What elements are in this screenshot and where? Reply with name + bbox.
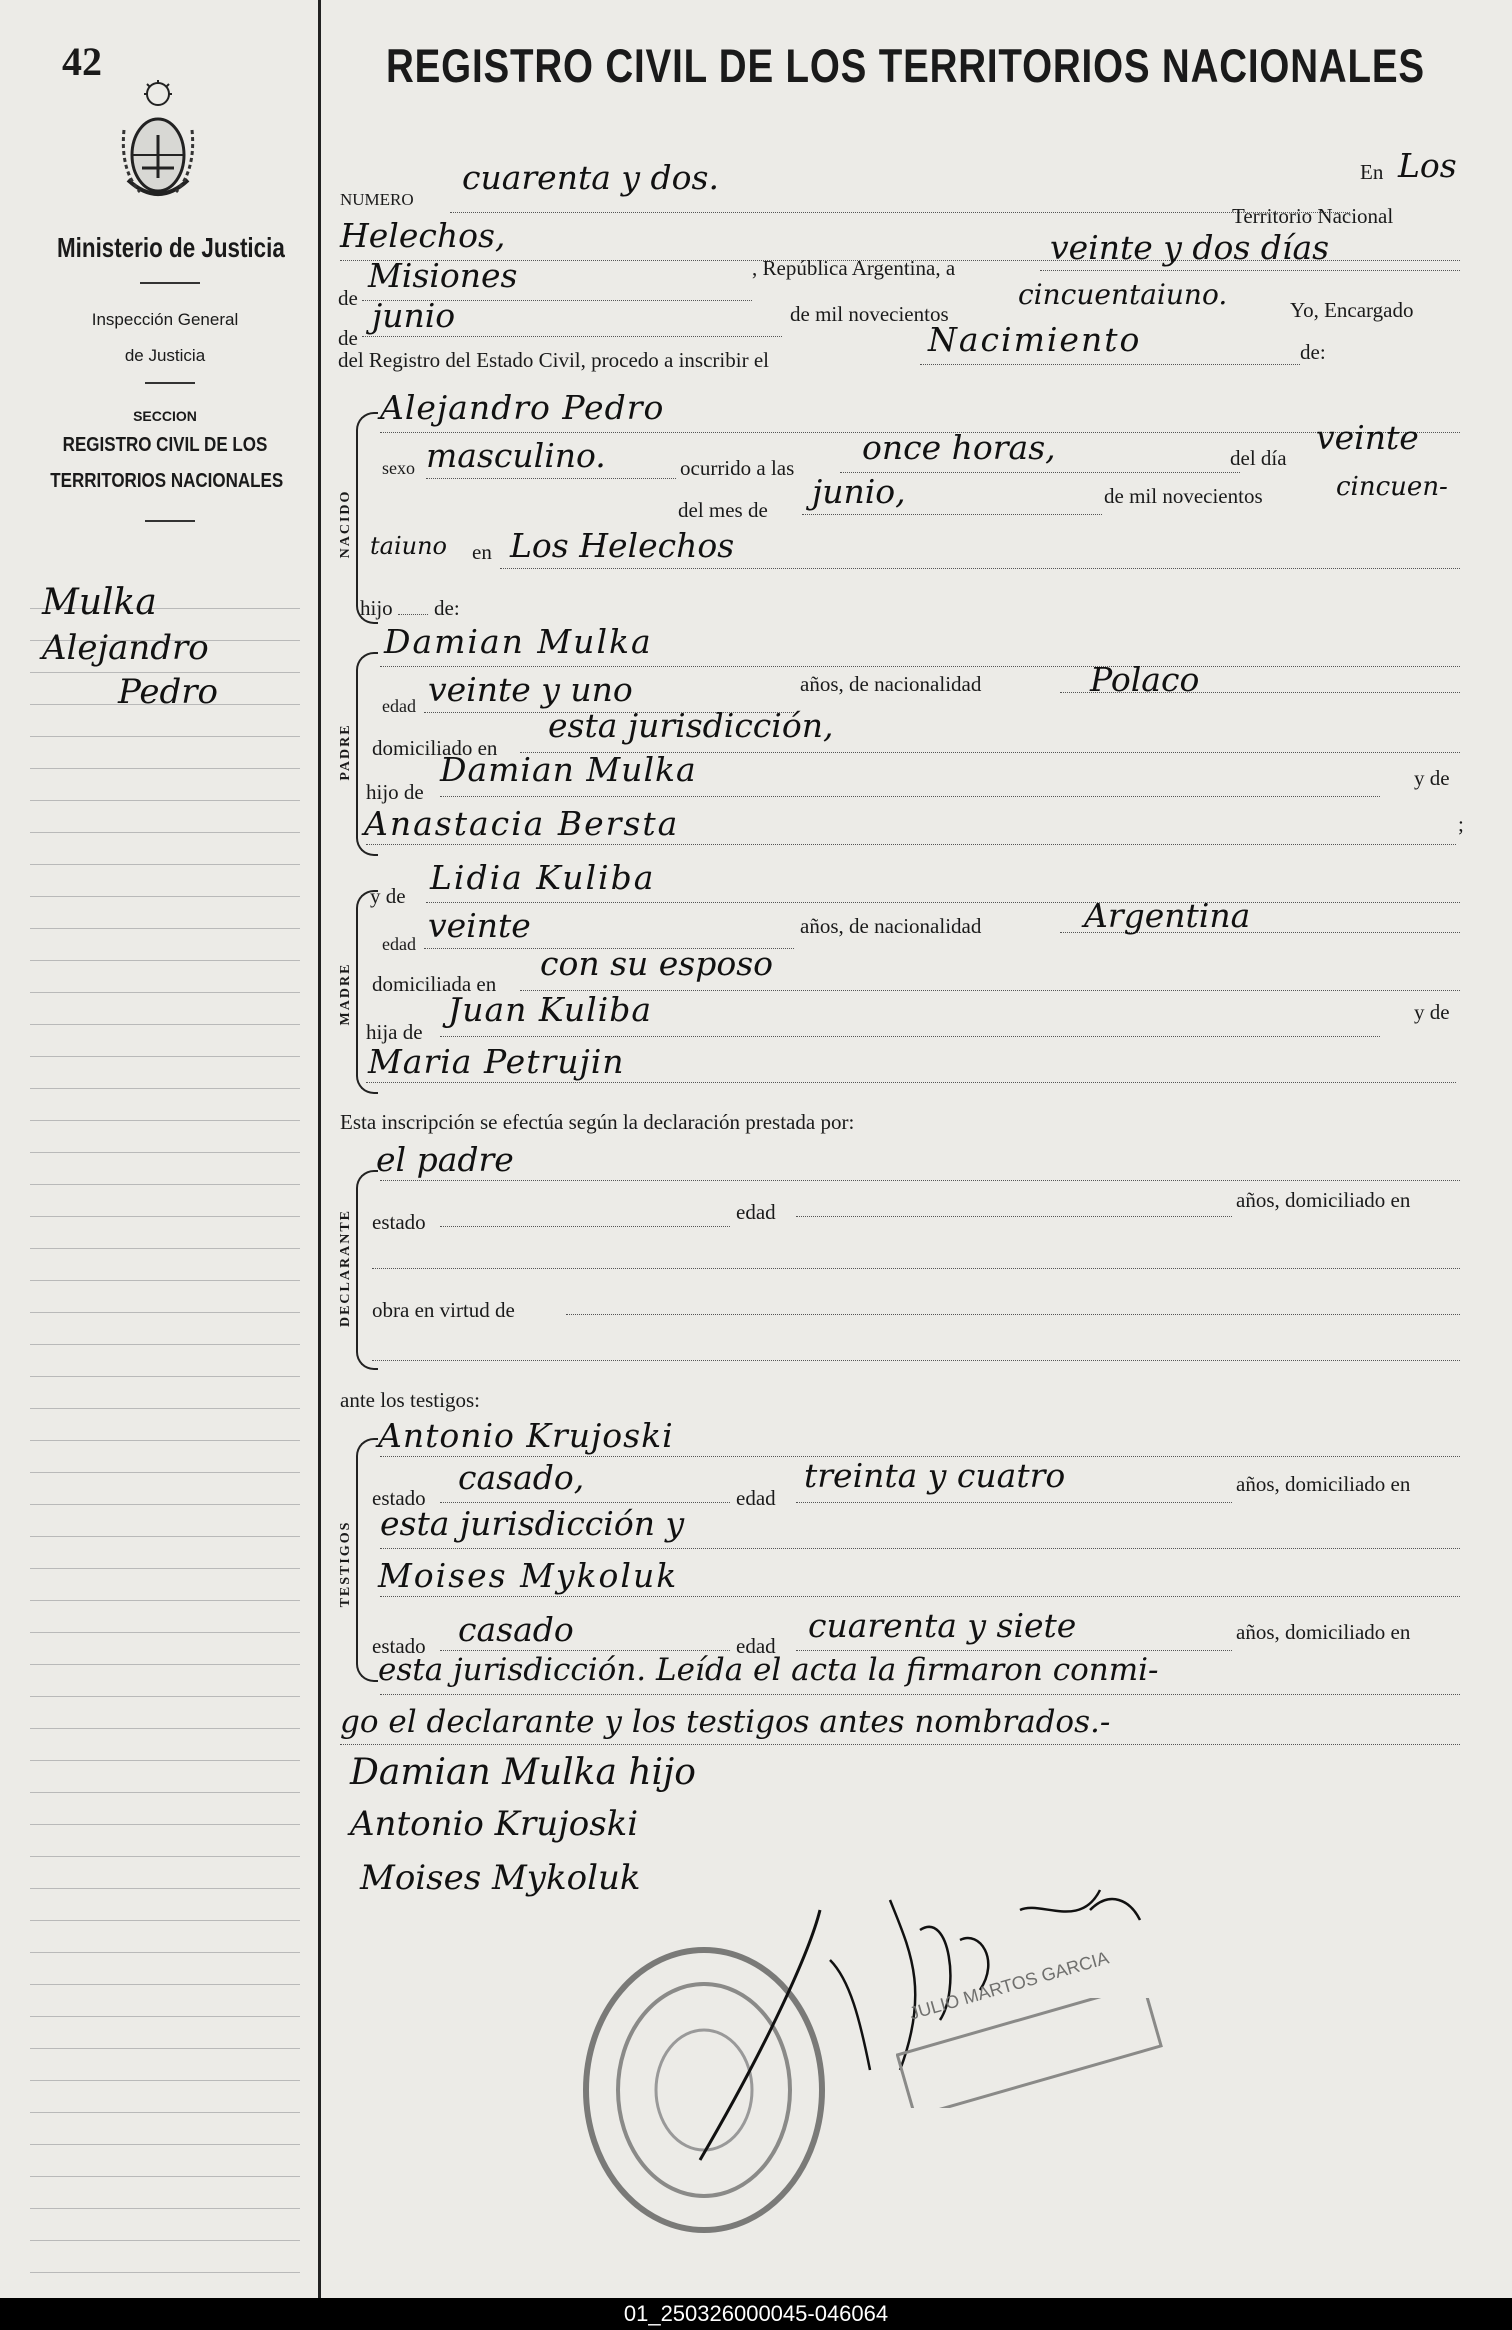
declarante-label: DECLARANTE — [338, 1209, 353, 1328]
testigo-1-name: Antonio Krujoski — [378, 1416, 674, 1455]
testigo-2-edad-label: edad — [736, 1634, 776, 1658]
de-label: de — [338, 286, 358, 310]
year-label: de mil novecientos — [790, 302, 949, 326]
anio-label: de mil novecientos — [1104, 484, 1263, 508]
testigo-1-domicilio: esta jurisdicción y — [380, 1504, 685, 1543]
en-label: En — [1360, 160, 1384, 184]
margin-note-given-1: Alejandro — [42, 628, 209, 668]
territory-value: Misiones — [368, 256, 518, 295]
testigo-2-estado-label: estado — [372, 1634, 426, 1658]
testigo-2-edad-value: cuarenta y siete — [808, 1606, 1077, 1645]
en-value: Los — [1398, 146, 1457, 185]
testigos-label: TESTIGOS — [338, 1520, 353, 1608]
footer-id: 01_250326000045-046064 — [623, 2301, 889, 2326]
madre-label: MADRE — [338, 962, 353, 1026]
registry-line-1: REGISTRO CIVIL DE LOS — [62, 434, 268, 456]
page-number: 42 — [62, 39, 102, 84]
padre-label: PADRE — [338, 723, 353, 781]
coat-of-arms-icon — [120, 80, 196, 210]
republica-label: , República Argentina, a — [752, 256, 956, 280]
sexo-label: sexo — [382, 458, 415, 478]
margin-note-surname: Mulka — [42, 582, 157, 623]
place-continuation: Helechos, — [340, 216, 506, 255]
margin-note-given-2: Pedro — [118, 672, 218, 712]
lugar-value: Los Helechos — [510, 526, 735, 565]
padre-domicilio-label: domiciliado en — [372, 736, 498, 760]
padre-edad-label: edad — [382, 696, 416, 716]
page-title: REGISTRO CIVIL DE LOS TERRITORIOS NACIONALES — [386, 39, 1425, 92]
testigo-1-edad-value: treinta y cuatro — [804, 1456, 1066, 1495]
madre-y-de-label-2: y de — [1414, 1000, 1450, 1024]
padre-nacionalidad-value: Polaco — [1090, 660, 1200, 699]
yo-label: Yo, Encargado — [1290, 298, 1414, 322]
padre-mother-value: Anastacia Bersta — [364, 804, 680, 843]
testigo-2-anios-label: años, domiciliado en — [1236, 1620, 1411, 1644]
padre-father-value: Damian Mulka — [440, 750, 697, 789]
padre-semicolon: ; — [1458, 812, 1464, 836]
madre-domicilio-label: domiciliada en — [372, 972, 497, 996]
inspection-line-1: Inspección General — [91, 310, 239, 329]
signature-testigo-2: Moises Mykoluk — [360, 1858, 641, 1898]
dia-value: veinte — [1316, 418, 1419, 457]
declarante-brace — [356, 1170, 378, 1370]
mes-label: del mes de — [678, 498, 768, 522]
nacido-brace — [356, 412, 378, 624]
lugar-en-label: en — [472, 540, 492, 564]
padre-name: Damian Mulka — [384, 622, 653, 661]
hora-value: once horas, — [862, 428, 1056, 467]
hijo-label: hijo — [360, 596, 393, 620]
testigo-2-estado-value: casado — [458, 1610, 574, 1649]
madre-domicilio-value: con su esposo — [540, 944, 774, 983]
sexo-value: masculino. — [426, 436, 606, 475]
registro-label: del Registro del Estado Civil, procedo a inscribir el — [338, 348, 769, 372]
hijo-de-label: de: — [434, 596, 460, 620]
madre-name: Lidia Kuliba — [430, 858, 656, 897]
testigo-1-estado-label: estado — [372, 1486, 426, 1510]
margin-divider — [318, 0, 321, 2330]
testigo-1-anios-label: años, domiciliado en — [1236, 1472, 1411, 1496]
act-type: Nacimiento — [928, 320, 1142, 359]
madre-father-value: Juan Kuliba — [448, 990, 652, 1029]
padre-anios-label: años, de nacionalidad — [800, 672, 982, 696]
declarante-edad-label: edad — [736, 1200, 776, 1224]
anio-value: cincuen- — [1336, 472, 1448, 502]
madre-edad-value: veinte — [428, 906, 531, 945]
territorio-label: Territorio Nacional — [1232, 204, 1394, 228]
madre-anios-label: años, de nacionalidad — [800, 914, 982, 938]
day-value: veinte y dos días — [1050, 228, 1330, 267]
month-value: junio — [372, 296, 456, 335]
stamp-text: JULIO MARTOS GARCIA — [907, 1947, 1112, 2024]
testigo-1-edad-label: edad — [736, 1486, 776, 1510]
de-label-2: de — [338, 326, 358, 350]
declarante-obra-label: obra en virtud de — [372, 1298, 515, 1322]
closing-line-2: go el declarante y los testigos antes nombrados.- — [340, 1704, 1111, 1740]
inspection-line-2: de Justicia — [124, 346, 206, 365]
signature-declarante: Damian Mulka hijo — [350, 1752, 696, 1793]
testigos-text: ante los testigos: — [340, 1388, 480, 1412]
declarante-anios-label: años, domiciliado en — [1236, 1188, 1411, 1212]
madre-y-de-label: y de — [370, 884, 406, 908]
madre-hija-de-label: hija de — [366, 1020, 423, 1044]
closing-line-1: esta jurisdicción. Leída el acta la firmaron conmi- — [378, 1652, 1159, 1688]
dia-label: del día — [1230, 446, 1287, 470]
declaracion-text: Esta inscripción se efectúa según la declaración prestada por: — [340, 1110, 855, 1134]
de-colon-label: de: — [1300, 340, 1326, 364]
testigo-1-estado-value: casado, — [458, 1458, 585, 1497]
madre-nacionalidad-value: Argentina — [1084, 896, 1251, 935]
ministry-label: Ministerio de Justicia — [57, 232, 285, 263]
declarante-value: el padre — [376, 1140, 514, 1179]
declarante-estado-label: estado — [372, 1210, 426, 1234]
section-label: SECCION — [133, 408, 197, 424]
ocurrido-label: ocurrido a las — [680, 456, 795, 480]
registry-line-2: TERRITORIOS NACIONALES — [50, 470, 284, 492]
padre-domicilio-value: esta jurisdicción, — [548, 706, 834, 745]
padre-hijo-de-label: hijo de — [366, 780, 424, 804]
signature-testigo-1: Antonio Krujoski — [350, 1804, 639, 1844]
anio-continuation: taiuno — [370, 532, 447, 560]
madre-edad-label: edad — [382, 934, 416, 954]
nacido-name: Alejandro Pedro — [380, 388, 665, 427]
nacido-label: NACIDO — [338, 489, 353, 559]
numero-label: NUMERO — [340, 190, 414, 209]
mes-value: junio, — [812, 472, 906, 511]
madre-mother-value: Maria Petrujin — [368, 1042, 625, 1081]
year-value: cincuentaiuno. — [1018, 278, 1228, 311]
numero-value: cuarenta y dos. — [462, 158, 719, 197]
padre-edad-value: veinte y uno — [428, 670, 633, 709]
padre-y-de-label: y de — [1414, 766, 1450, 790]
testigo-2-name: Moises Mykoluk — [378, 1556, 679, 1595]
